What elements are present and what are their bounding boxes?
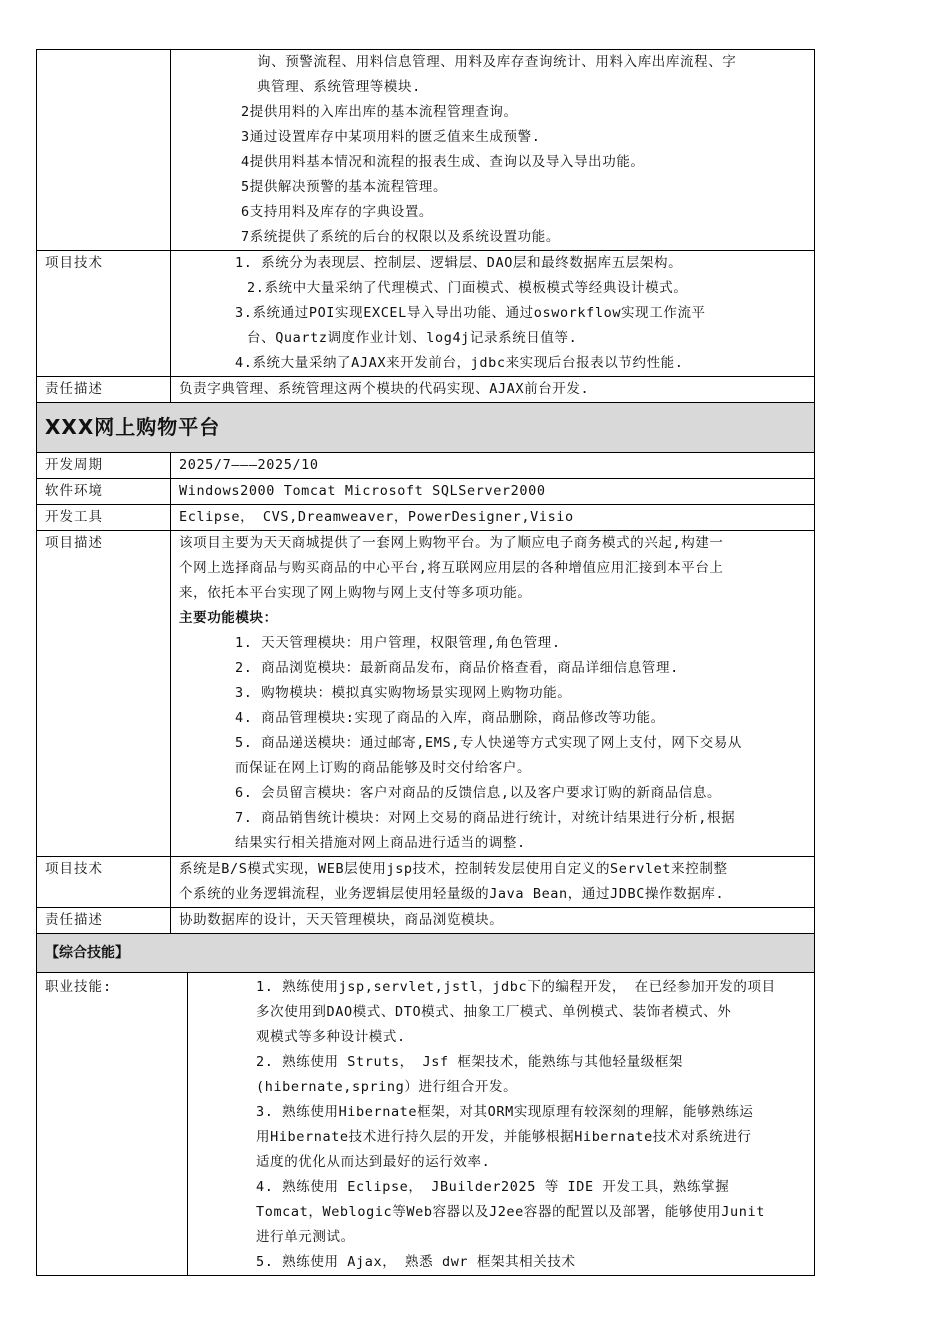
project2-table	[36, 402, 815, 934]
skill-line: 3. 熟练使用Hibernate框架，对其ORM实现原理有较深刻的理解，能够熟练运	[256, 1104, 754, 1120]
skill-line: 4. 熟练使用 Eclipse， JBuilder2025 等 IDE 开发工具，熟练掌握	[256, 1179, 730, 1195]
project1-tech-line: 2.系统中大量采纳了代理模式、门面模式、模板模式等经典设计模式。	[247, 280, 688, 296]
module-line: 1. 天天管理模块：用户管理，权限管理,角色管理.	[235, 635, 561, 651]
project1-tech-line: 3.系统通过POI实现EXCEL导入导出功能、通过osworkflow实现工作流平	[235, 305, 706, 321]
project2-tech-line: 系统是B/S模式实现，WEB层使用jsp技术，控制转发层使用自定义的Servlet来控制整	[179, 861, 728, 877]
project2-desc-line: 个网上选择商品与购买商品的中心平台,将互联网应用层的各种增值应用汇接到本平台上	[179, 560, 724, 576]
project2-desc-line: 该项目主要为天天商城提供了一套网上购物平台。为了顺应电子商务模式的兴起,构建一	[179, 535, 724, 551]
module-line: 结果实行相关措施对网上商品进行适当的调整.	[235, 835, 526, 851]
module-line: 5. 商品递送模块：通过邮寄,EMS,专人快递等方式实现了网上支付，网下交易从	[235, 735, 742, 751]
project2-title: XXX网上购物平台	[37, 403, 815, 453]
skill-line: 进行单元测试。	[256, 1229, 355, 1245]
skill-line: 2. 熟练使用 Struts， Jsf 框架技术，能熟练与其他轻量级框架	[256, 1054, 684, 1070]
project2-desc-cell	[171, 531, 815, 857]
project1-desc-line: 3通过设置库存中某项用料的匮乏值来生成预警.	[241, 129, 541, 145]
module-line: 2. 商品浏览模块：最新商品发布，商品价格查看，商品详细信息管理.	[235, 660, 679, 676]
tools-label: 开发工具	[37, 505, 171, 531]
skill-line: 1. 熟练使用jsp,servlet,jstl，jdbc下的编程开发， 在已经参加开发的项目	[256, 979, 776, 995]
resume-page	[36, 49, 814, 1276]
project1-desc-label-cell	[37, 50, 171, 251]
tools-value: Eclipse， CVS,Dreamweaver，PowerDesigner,Visio	[171, 505, 815, 531]
skill-line: 用Hibernate技术进行持久层的开发，并能够根据Hibernate技术对系统进行	[256, 1129, 752, 1145]
project1-duty-label: 责任描述	[37, 377, 171, 403]
module-line: 6. 会员留言模块：客户对商品的反馈信息,以及客户要求订购的新商品信息。	[235, 785, 722, 801]
skills-section-title: 【综合技能】	[37, 934, 815, 973]
project1-desc-line: 7系统提供了系统的后台的权限以及系统设置功能。	[241, 229, 560, 245]
skill-line: 5. 熟练使用 Ajax， 熟悉 dwr 框架其相关技术	[256, 1254, 576, 1270]
env-label: 软件环境	[37, 479, 171, 505]
project1-tech-line: 台、Quartz调度作业计划、log4j记录系统日值等.	[247, 330, 578, 346]
project2-tech-line: 个系统的业务逻辑流程，业务逻辑层使用轻量级的Java Bean，通过JDBC操作数据库.	[179, 886, 725, 902]
project1-desc-line: 询、预警流程、用料信息管理、用料及库存查询统计、用料入库出库流程、字	[257, 54, 737, 70]
module-line: 7. 商品销售统计模块：对网上交易的商品进行统计，对统计结果进行分析,根据	[235, 810, 736, 826]
project2-duty-label: 责任描述	[37, 908, 171, 934]
project1-desc-line: 典管理、系统管理等模块.	[257, 79, 421, 95]
project1-tech-line: 4.系统大量采纳了AJAX来开发前台，jdbc来实现后台报表以节约性能.	[235, 355, 684, 371]
module-line: 4. 商品管理模块:实现了商品的入库，商品删除，商品修改等功能。	[235, 710, 665, 726]
module-line: 而保证在网上订购的商品能够及时交付给客户。	[235, 760, 532, 776]
skill-line: Tomcat，Weblogic等Web容器以及J2ee容器的配置以及部署，能够使用Junit	[256, 1204, 765, 1220]
period-value: 2025/7———2025/10	[171, 453, 815, 479]
skill-line: 观模式等多种设计模式.	[256, 1029, 406, 1045]
project1-tech-label: 项目技术	[37, 251, 171, 377]
project2-desc-line: 来，依托本平台实现了网上购物与网上支付等多项功能。	[179, 585, 532, 601]
project2-tech-cell	[171, 857, 815, 908]
skill-line: (hibernate,spring）进行组合开发。	[256, 1079, 518, 1095]
project1-desc-line: 4提供用料基本情况和流程的报表生成、查询以及导入导出功能。	[241, 154, 645, 170]
project2-duty-text: 协助数据库的设计，天天管理模块，商品浏览模块。	[171, 908, 815, 934]
project1-tech-cell	[171, 251, 815, 377]
modules-heading: 主要功能模块：	[179, 610, 278, 626]
period-label: 开发周期	[37, 453, 171, 479]
skills-cell	[188, 973, 815, 1276]
project1-desc-line: 2提供用料的入库出库的基本流程管理查询。	[241, 104, 518, 120]
project1-table	[36, 49, 815, 403]
project1-desc-line: 6支持用料及库存的字典设置。	[241, 204, 434, 220]
project1-desc-cell	[171, 50, 815, 251]
skills-label: 职业技能:	[37, 973, 188, 1276]
project1-desc-line: 5提供解决预警的基本流程管理。	[241, 179, 448, 195]
project1-duty-text: 负责字典管理、系统管理这两个模块的代码实现、AJAX前台开发.	[171, 377, 815, 403]
skill-line: 适度的优化从而达到最好的运行效率.	[256, 1154, 491, 1170]
project2-desc-label: 项目描述	[37, 531, 171, 857]
project1-tech-line: 1. 系统分为表现层、控制层、逻辑层、DAO层和最终数据库五层架构。	[235, 255, 683, 271]
module-line: 3. 购物模块：模拟真实购物场景实现网上购物功能。	[235, 685, 572, 701]
project2-tech-label: 项目技术	[37, 857, 171, 908]
skills-table	[36, 933, 815, 1276]
env-value: Windows2000 Tomcat Microsoft SQLServer2000	[171, 479, 815, 505]
skill-line: 多次使用到DAO模式、DTO模式、抽象工厂模式、单例模式、装饰者模式、外	[256, 1004, 732, 1020]
